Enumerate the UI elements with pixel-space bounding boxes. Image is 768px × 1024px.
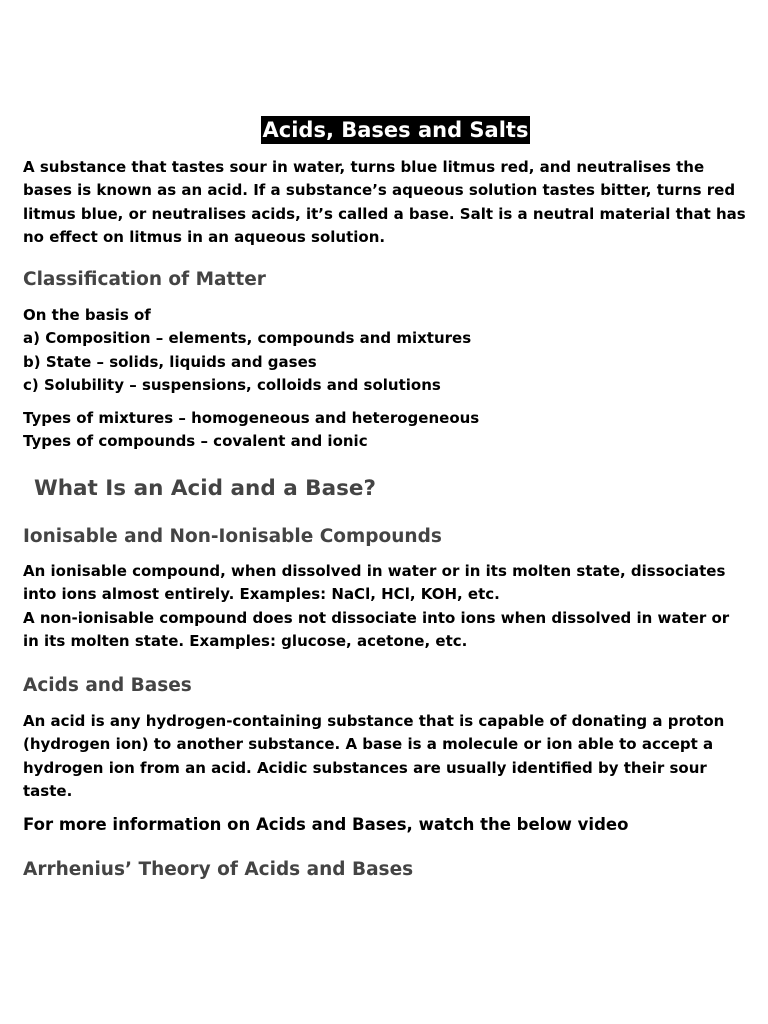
- acids-bases-paragraph: [23, 710, 753, 803]
- acids-bases-line: hydrogen ion from an acid. Acidic substances are usually identified by their sour: [23, 758, 707, 777]
- ionisable-line: An ionisable compound, when dissolved in water or in its molten state, dissociates: [23, 562, 726, 580]
- acids-bases-line: (hydrogen ion) to another substance. A base is a molecule or ion able to accept a: [23, 735, 714, 754]
- intro-line: bases is known as an acid. If a substance’s aqueous solution tastes bitter, turns red: [23, 181, 736, 200]
- intro-paragraph: [23, 156, 753, 249]
- page-title: Acids, Bases and Salts: [262, 118, 529, 142]
- acids-bases-heading: Acids and Bases: [23, 675, 192, 696]
- classification-basis-list: [23, 304, 753, 397]
- ionisable-line: in its molten state. Examples: glucose, acetone, etc.: [23, 631, 468, 650]
- types-line: Types of compounds – covalent and ionic: [23, 432, 368, 451]
- basis-line: On the basis of: [23, 306, 151, 324]
- ionisable-paragraph: [23, 560, 753, 653]
- basis-line: c) Solubility – suspensions, colloids and solutions: [23, 375, 441, 394]
- intro-line: no effect on litmus in an aqueous solution.: [23, 227, 386, 246]
- classification-types-list: [23, 407, 753, 454]
- ionisable-line: A non-ionisable compound does not dissociate into ions when dissolved in water or: [23, 608, 730, 627]
- video-note: For more information on Acids and Bases, watch the below video: [23, 815, 629, 834]
- intro-line: litmus blue, or neutralises acids, it’s called a base. Salt is a neutral material that has: [23, 204, 746, 223]
- types-line: Types of mixtures – homogeneous and heterogeneous: [23, 409, 480, 427]
- ionisable-line: into ions almost entirely. Examples: NaCl, HCl, KOH, etc.: [23, 585, 500, 604]
- ionisable-heading: Ionisable and Non-Ionisable Compounds: [23, 526, 442, 547]
- basis-line: a) Composition – elements, compounds and mixtures: [23, 329, 472, 348]
- classification-heading: Classification of Matter: [23, 269, 266, 290]
- acids-bases-line: taste.: [23, 781, 73, 800]
- acids-bases-line: An acid is any hydrogen-containing substance that is capable of donating a proton: [23, 712, 725, 730]
- title-container: [23, 116, 768, 144]
- intro-line: A substance that tastes sour in water, turns blue litmus red, and neutralises the: [23, 158, 705, 176]
- what-is-heading: What Is an Acid and a Base?: [34, 476, 376, 501]
- arrhenius-heading: Arrhenius’ Theory of Acids and Bases: [23, 859, 414, 880]
- basis-line: b) State – solids, liquids and gases: [23, 352, 317, 371]
